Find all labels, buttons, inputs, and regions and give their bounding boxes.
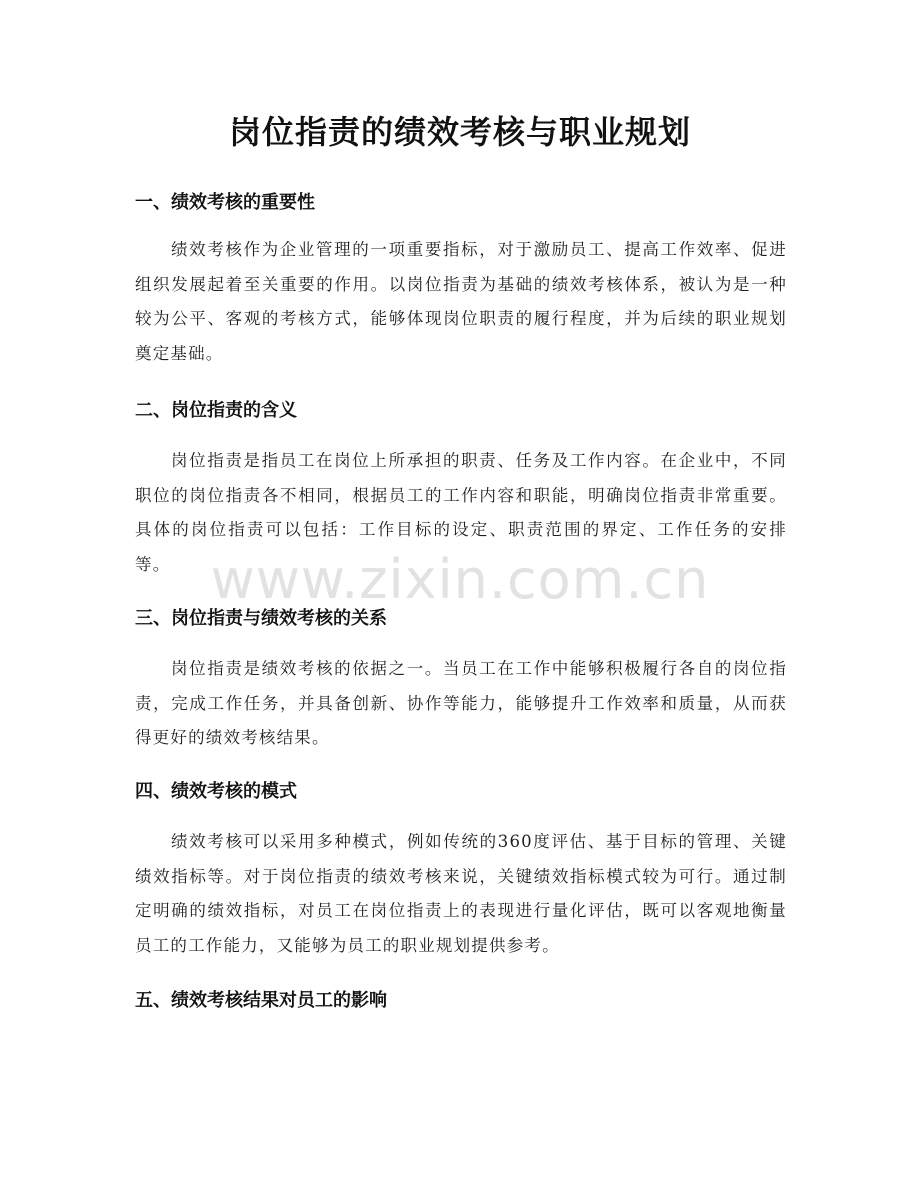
section-heading-relationship: 三、岗位指责与绩效考核的关系 <box>135 608 387 629</box>
section-heading-importance: 一、绩效考核的重要性 <box>135 192 315 213</box>
section-paragraph-relationship: 岗位指责是绩效考核的依据之一。当员工在工作中能够积极履行各自的岗位指责，完成工作任务，并具备创新、协作等能力，能够提升工作效率和质量，从而获得更好的绩效考核结果。 <box>135 659 787 748</box>
document-title: 岗位指责的绩效考核与职业规划 <box>228 113 691 151</box>
section-heading-impact: 五、绩效考核结果对员工的影响 <box>135 990 387 1011</box>
section-heading-modes: 四、绩效考核的模式 <box>135 781 297 802</box>
section-paragraph-importance: 绩效考核作为企业管理的一项重要指标，对于激励员工、提高工作效率、促进组织发展起着至关重要的作用。以岗位指责为基础的绩效考核体系，被认为是一种较为公平、客观的考核方式，能够体现岗位职责的履行程度，并为后续的职业规划奠定基础。 <box>135 240 787 363</box>
section-heading-meaning: 二、岗位指责的含义 <box>135 400 297 421</box>
watermark: www.zixin.com.cn <box>210 548 710 611</box>
section-paragraph-modes: 绩效考核可以采用多种模式，例如传统的360度评估、基于目标的管理、关键绩效指标等。对于岗位指责的绩效考核来说，关键绩效指标模式较为可行。通过制定明确的绩效指标，对员工在岗位指责上的表现进行量化评估，既可以客观地衡量员工的工作能力，又能够为员工的职业规划提供参考。 <box>135 832 787 955</box>
section-paragraph-meaning: 岗位指责是指员工在岗位上所承担的职责、任务及工作内容。在企业中，不同职位的岗位指责各不相同，根据员工的工作内容和职能，明确岗位指责非常重要。具体的岗位指责可以包括：工作目标的设定、职责范围的界定、工作任务的安排等。 <box>135 451 787 574</box>
